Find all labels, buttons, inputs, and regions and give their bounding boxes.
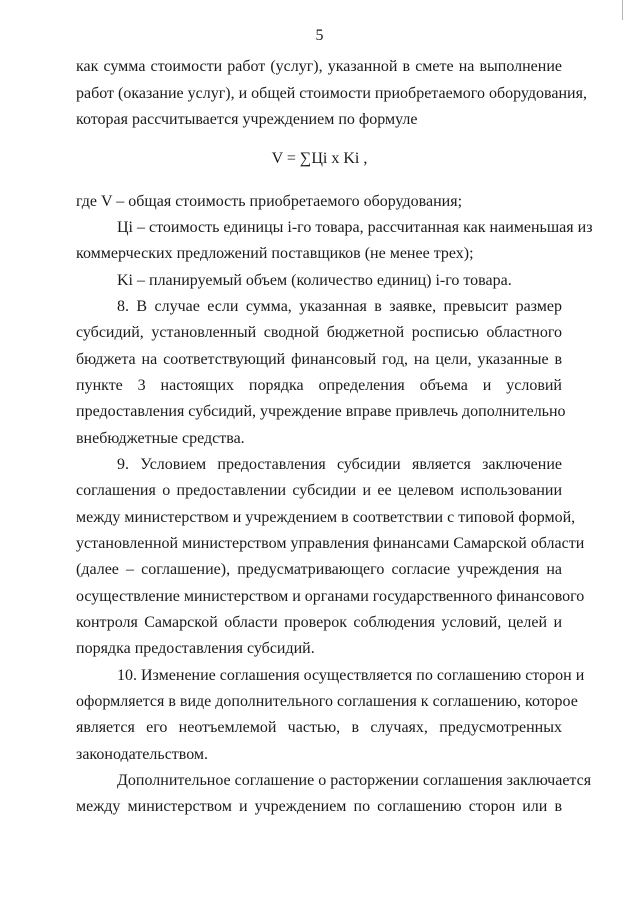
- formula: V = ∑Цi x Ki ,: [271, 150, 368, 167]
- text-line: работ (оказание услуг), и общей стоимости приобретаемого оборудования,: [76, 85, 587, 102]
- text-line: установленной министерством управления финансами Самарской области: [76, 535, 585, 552]
- text-line: субсидий, установленный сводной бюджетной росписью областного: [76, 324, 562, 341]
- text-line: порядка предоставления субсидий.: [76, 640, 315, 657]
- text-line: 8. В случае если сумма, указанная в заявке, превысит размер: [117, 298, 562, 315]
- text-line: между министерством и учреждением по соглашению сторон или в: [76, 798, 562, 815]
- text-line: бюджета на соответствующий финансовый год, на цели, указанные в: [76, 351, 562, 368]
- text-line: 9. Условием предоставления субсидии является заключение: [117, 456, 562, 473]
- text-line: пункте 3 настоящих порядка определения объема и условий: [76, 377, 562, 394]
- text-line: Цi – стоимость единицы i-го товара, рассчитанная как наименьшая из: [117, 219, 593, 236]
- text-line: контроля Самарской области проверок соблюдения условий, целей и: [76, 614, 562, 631]
- text-line: между министерством и учреждением в соответствии с типовой формой,: [76, 509, 576, 526]
- text-line: которая рассчитывается учреждением по формуле: [76, 111, 418, 128]
- text-line: соглашения о предоставлении субсидии и ее целевом использовании: [76, 482, 562, 499]
- text-line: где V – общая стоимость приобретаемого оборудования;: [76, 193, 463, 210]
- text-line: осуществление министерством и органами государственного финансового: [76, 588, 585, 605]
- text-line: внебюджетные средства.: [76, 430, 245, 447]
- text-line: оформляется в виде дополнительного соглашения к соглашению, которое: [76, 693, 578, 710]
- text-line: коммерческих предложений поставщиков (не менее трех);: [76, 245, 474, 262]
- text-line: предоставления субсидий, учреждение вправе привлечь дополнительно: [76, 403, 566, 420]
- text-line: как сумма стоимости работ (услуг), указанной в смете на выполнение: [76, 58, 562, 75]
- text-line: является его неотъемлемой частью, в случаях, предусмотренных: [76, 719, 562, 736]
- page-number: 5: [315, 27, 324, 44]
- text-line: Ki – планируемый объем (количество единиц) i-го товара.: [117, 272, 512, 289]
- text-line: Дополнительное соглашение о расторжении соглашения заключается: [117, 772, 592, 789]
- text-line: 10. Изменение соглашения осуществляется по соглашению сторон и: [117, 667, 585, 684]
- text-line: законодательством.: [76, 746, 209, 763]
- scan-edge-mark: [622, 0, 637, 20]
- text-line: (далее – соглашение), предусматривающего согласие учреждения на: [76, 561, 562, 578]
